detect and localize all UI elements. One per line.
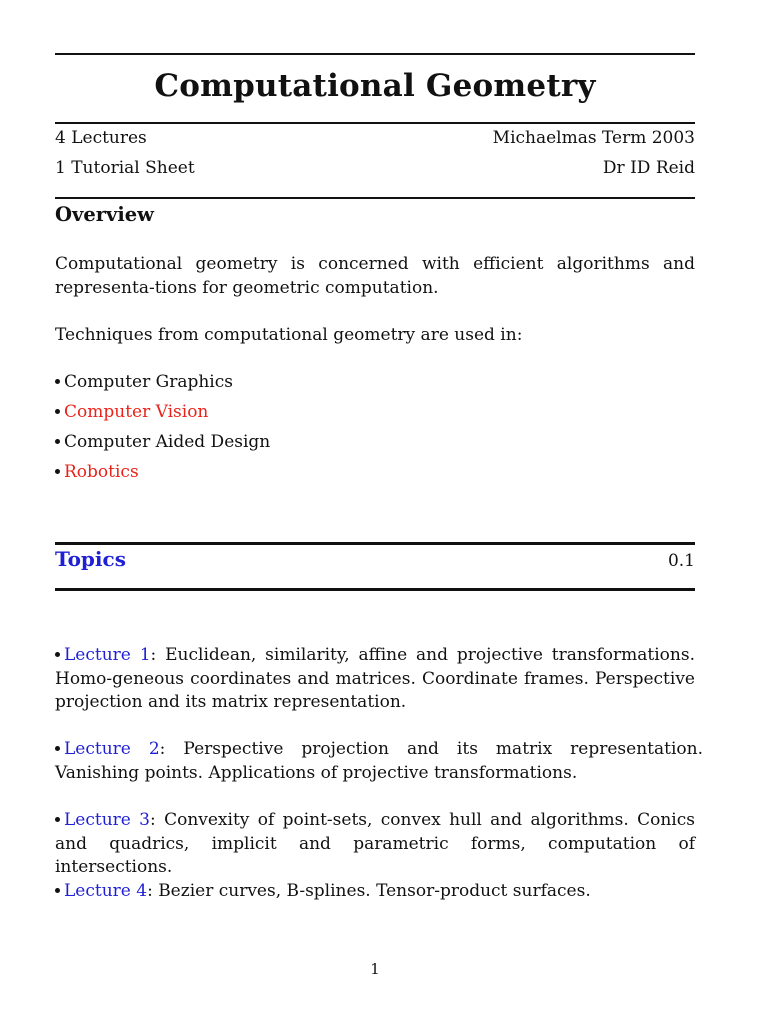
computer-vision-link[interactable]: Computer Vision xyxy=(64,402,209,422)
top-rule xyxy=(55,53,695,55)
list-item: Computer Aided Design xyxy=(55,432,270,452)
topics-header xyxy=(55,547,695,571)
list-item[interactable] xyxy=(55,462,139,482)
list-item: Lecture 3: Convexity of point-sets, convex hull and algorithms. Conics and quadrics, implicit and parametric forms, computation of intersections. xyxy=(55,810,695,877)
bullet-icon xyxy=(55,409,60,414)
page-number: 1 xyxy=(370,960,380,978)
lecture-3-link[interactable]: Lecture 3 xyxy=(64,810,150,830)
bullet-icon xyxy=(55,817,60,822)
lecture-count: 4 Lectures xyxy=(55,128,147,148)
overview-heading: Overview xyxy=(55,203,154,226)
document-title: Computational Geometry xyxy=(154,68,596,104)
robotics-link[interactable]: Robotics xyxy=(64,462,139,482)
tutorial-count: 1 Tutorial Sheet xyxy=(55,158,195,178)
bullet-icon xyxy=(55,888,60,893)
overview-techniques: Techniques from computational geometry are used in: xyxy=(55,325,523,345)
title-rule xyxy=(55,122,695,124)
list-item: Computer Graphics xyxy=(55,372,233,392)
lecture-4-link[interactable]: Lecture 4 xyxy=(64,881,148,901)
lecture-2-link[interactable]: Lecture 2 xyxy=(64,739,160,759)
overview-intro: Computational geometry is concerned with efficient algorithms and representa-tions for geometric computation. xyxy=(55,254,695,298)
list-item: Lecture 1: Euclidean, similarity, affine and projective transformations. Homo-geneous coordinates and matrices. Coordinate frames. Perspective projection and its matrix representation. xyxy=(55,645,695,712)
bullet-icon xyxy=(55,379,60,384)
topics-number: 0.1 xyxy=(667,551,695,571)
list-item[interactable] xyxy=(55,402,208,422)
bullet-icon xyxy=(55,439,60,444)
lecture-1-link[interactable]: Lecture 1 xyxy=(64,645,151,665)
topics-bottom-rule xyxy=(55,588,695,591)
meta-row-1 xyxy=(55,128,695,148)
term: Michaelmas Term 2003 xyxy=(492,128,695,148)
bullet-icon xyxy=(55,469,60,474)
topics-heading[interactable]: Topics xyxy=(55,547,126,571)
document-page xyxy=(55,0,703,1024)
bullet-icon xyxy=(55,652,60,657)
meta-row-2 xyxy=(55,158,695,178)
author: Dr ID Reid xyxy=(602,158,695,178)
list-item: Lecture 2: Perspective projection and its matrix representation. Vanishing points. Applications of projective transformations. xyxy=(55,739,703,783)
topics-top-rule xyxy=(55,542,695,545)
bullet-icon xyxy=(55,746,60,751)
list-item: Lecture 4: Bezier curves, B-splines. Tensor-product surfaces. xyxy=(55,880,695,904)
meta-rule xyxy=(55,197,695,199)
